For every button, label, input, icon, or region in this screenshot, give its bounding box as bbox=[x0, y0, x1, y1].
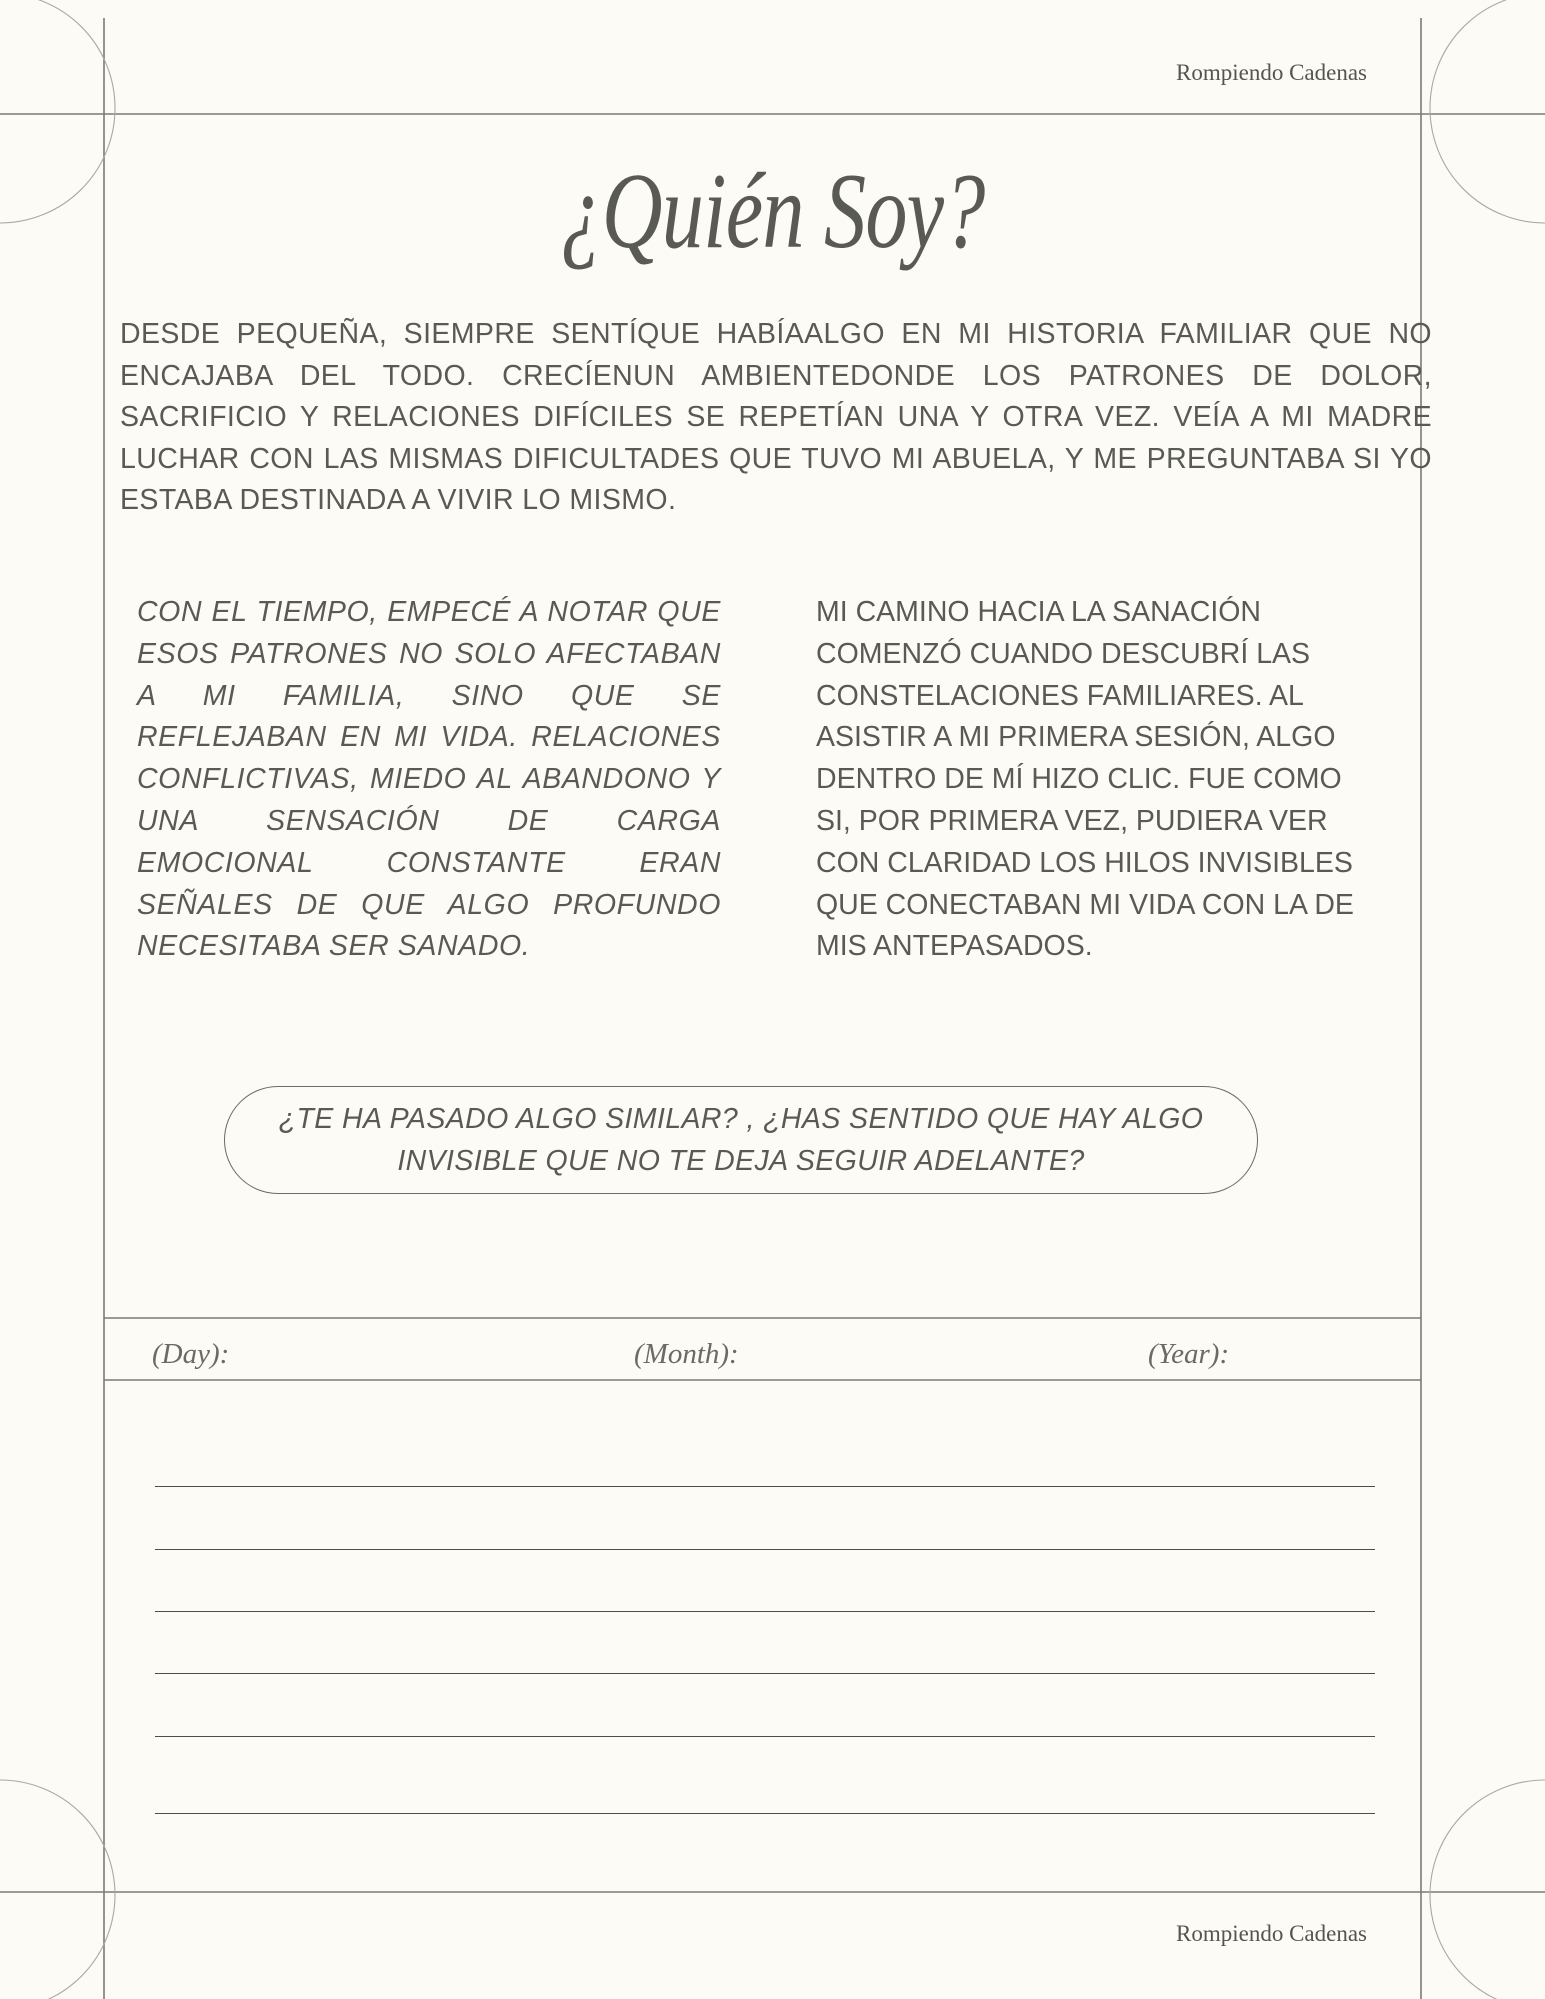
left-column-text: CON EL TIEMPO, EMPECÉ A NOTAR QUE ESOS PATRONES NO SOLO AFECTABAN A MI FAMILIA, SINO QUE SE REFLEJABAN EN MI VIDA. RELACIONES CONFLICTIVAS, MIEDO AL ABANDONO Y UNA SENSACIÓN DE CARGA EMOCIONAL CONSTANTE ERAN SEÑALES DE QUE ALGO PROFUNDO NECESITABA SER SANADO. bbox=[137, 596, 721, 963]
journal-line[interactable] bbox=[155, 1736, 1375, 1737]
reflection-question bbox=[224, 1086, 1258, 1194]
page-title: ¿Quién Soy? bbox=[560, 152, 985, 271]
footer-brand: Rompiendo Cadenas bbox=[1176, 1921, 1367, 1946]
right-column-text: MI CAMINO HACIA LA SANACIÓN COMENZÓ CUANDO DESCUBRÍ LAS CONSTELACIONES FAMILIARES. AL ASISTIR A MI PRIMERA SESIÓN, ALGO DENTRO DE MÍ HIZO CLIC. FUE COMO SI, POR PRIMERA VEZ, PUDIERA VER CON CLARIDAD LOS HILOS INVISIBLES QUE CONECTABAN MI VIDA CON LA DE MIS ANTEPASADOS. bbox=[816, 596, 1354, 963]
journal-line[interactable] bbox=[155, 1611, 1375, 1612]
header-brand: Rompiendo Cadenas bbox=[1176, 60, 1367, 85]
journal-line[interactable] bbox=[155, 1549, 1375, 1550]
date-day-label: (Day): bbox=[152, 1338, 230, 1370]
journal-line[interactable] bbox=[155, 1486, 1375, 1487]
journal-line[interactable] bbox=[155, 1673, 1375, 1674]
intro-paragraph: DESDE PEQUEÑA, SIEMPRE SENTÍQUE HABÍAALGO EN MI HISTORIA FAMILIAR QUE NO ENCAJABA DEL TODO. CRECÍENUN AMBIENTEDONDE LOS PATRONES DE DOLOR, SACRIFICIO Y RELACIONES DIFÍCILES SE REPETÍAN UNA Y OTRA VEZ. VEÍA A MI MADRE LUCHAR CON LAS MISMAS DIFICULTADES QUE TUVO MI ABUELA, Y ME PREGUNTABA SI YO ESTABA DESTINADA A VIVIR LO MISMO. bbox=[120, 318, 1432, 517]
date-month-label: (Month): bbox=[634, 1338, 739, 1370]
reflection-question-text: ¿TE HA PASADO ALGO SIMILAR? , ¿HAS SENTIDO QUE HAY ALGO INVISIBLE QUE NO TE DEJA SEGUIR ADELANTE? bbox=[278, 1103, 1204, 1177]
journal-line[interactable] bbox=[155, 1813, 1375, 1814]
date-year-label: (Year): bbox=[1148, 1338, 1230, 1370]
